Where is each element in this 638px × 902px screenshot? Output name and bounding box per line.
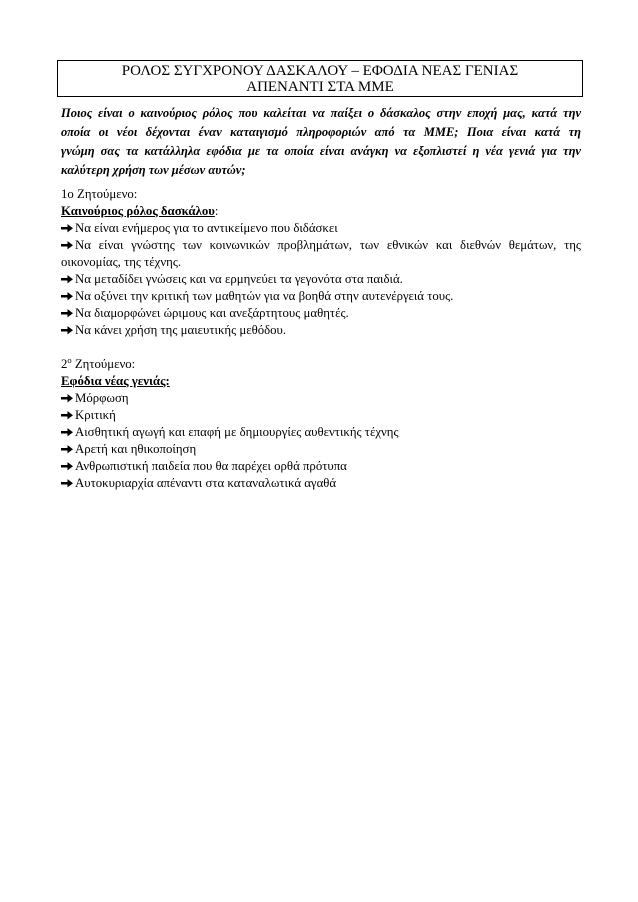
title-line-2: ΑΠΕΝΑΝΤΙ ΣΤΑ ΜΜΕ [246,79,394,95]
arrow-right-icon [61,271,75,288]
section-2-ordinal: ο [67,354,72,365]
list-item-text: Αισθητική αγωγή και επαφή με δημιουργίες αυθεντικής τέχνης [75,424,399,439]
list-item [61,237,581,254]
arrow-right-icon [61,475,75,492]
list-item [61,407,581,424]
section-2-label [61,356,581,373]
arrow-right-icon [61,322,75,339]
question-line: γνώμη σας τα κατάλληλα εφόδια με τα οποία είναι ανάγκη να εξοπλιστεί η νέα γενιά για την [61,143,581,158]
arrow-right-icon [61,390,75,407]
arrow-right-icon [61,441,75,458]
list-item-text: Αρετή και ηθικοποίηση [75,441,197,456]
list-item-text: Να διαμορφώνει ώριμους και ανεξάρτητους μαθητές. [75,305,349,320]
section-1-heading: Καινούριος ρόλος δασκάλου [61,203,215,218]
arrow-right-icon [61,407,75,424]
list-item [61,288,581,305]
question-line: Ποιος είναι ο καινούριος ρόλος που καλείται να παίξει ο δάσκαλος στην εποχή μας, κατά την [61,105,581,120]
list-item [61,271,581,288]
list-item-text: Κριτική [75,407,116,422]
list-item-continuation: οικονομίας, της τέχνης. [61,254,182,269]
arrow-right-icon [61,288,75,305]
list-item-text: Να είναι ενήμερος για το αντικείμενο που διδάσκει [75,220,338,235]
section-2-number: 2 [61,356,68,371]
list-item [61,220,581,237]
list-item [61,424,581,441]
question-line: καλύτερη χρήση των μέσων αυτών; [61,162,246,177]
list-item [61,475,581,492]
arrow-right-icon [61,424,75,441]
blank-line [61,339,581,356]
list-item [61,458,581,475]
question-line: οποία οι νέοι δέχονται έναν καταιγισμό πληροφοριών από τα ΜΜΕ; Ποια είναι κατά τη [61,124,581,139]
arrow-right-icon [61,237,75,254]
arrow-right-icon [61,305,75,322]
list-item [61,305,581,322]
section-1-label: 1ο Ζητούμενο: [61,186,138,201]
answer-content [61,186,581,492]
list-item [61,441,581,458]
list-item-text: Ανθρωπιστική παιδεία που θα παρέχει ορθά πρότυπα [75,458,347,473]
list-item-text: Να είναι γνώστης των κοινωνικών προβλημάτων, των εθνικών και διεθνών θεμάτων, της [75,237,581,252]
section-2-heading-line [61,373,581,390]
list-item-text: Μόρφωση [75,390,129,405]
list-item [61,390,581,407]
section-2-label-text: Ζητούμενο: [74,356,136,371]
list-item-text: Να κάνει χρήση της μαιευτικής μεθόδου. [75,322,287,337]
question-paragraph [61,104,581,180]
title-box [57,60,583,97]
section-1-heading-line [61,203,581,220]
title-line-1: ΡΟΛΟΣ ΣΥΓΧΡΟΝΟΥ ΔΑΣΚΑΛΟΥ – ΕΦΟΔΙΑ ΝΕΑΣ ΓΕΝΙΑΣ [121,63,519,79]
list-item-text: Αυτοκυριαρχία απέναντι στα καταναλωτικά αγαθά [75,475,337,490]
section-1-heading-colon: : [214,203,219,218]
arrow-right-icon [61,220,75,237]
section-2-heading: Εφόδια νέας γενιάς: [61,373,170,388]
list-item-text: Να οξύνει την κριτική των μαθητών για να βοηθά στην αυτενέργειά τους. [75,288,454,303]
list-item-text: Να μεταδίδει γνώσεις και να ερμηνεύει τα γεγονότα στα παιδιά. [75,271,403,286]
list-item [61,322,581,339]
arrow-right-icon [61,458,75,475]
